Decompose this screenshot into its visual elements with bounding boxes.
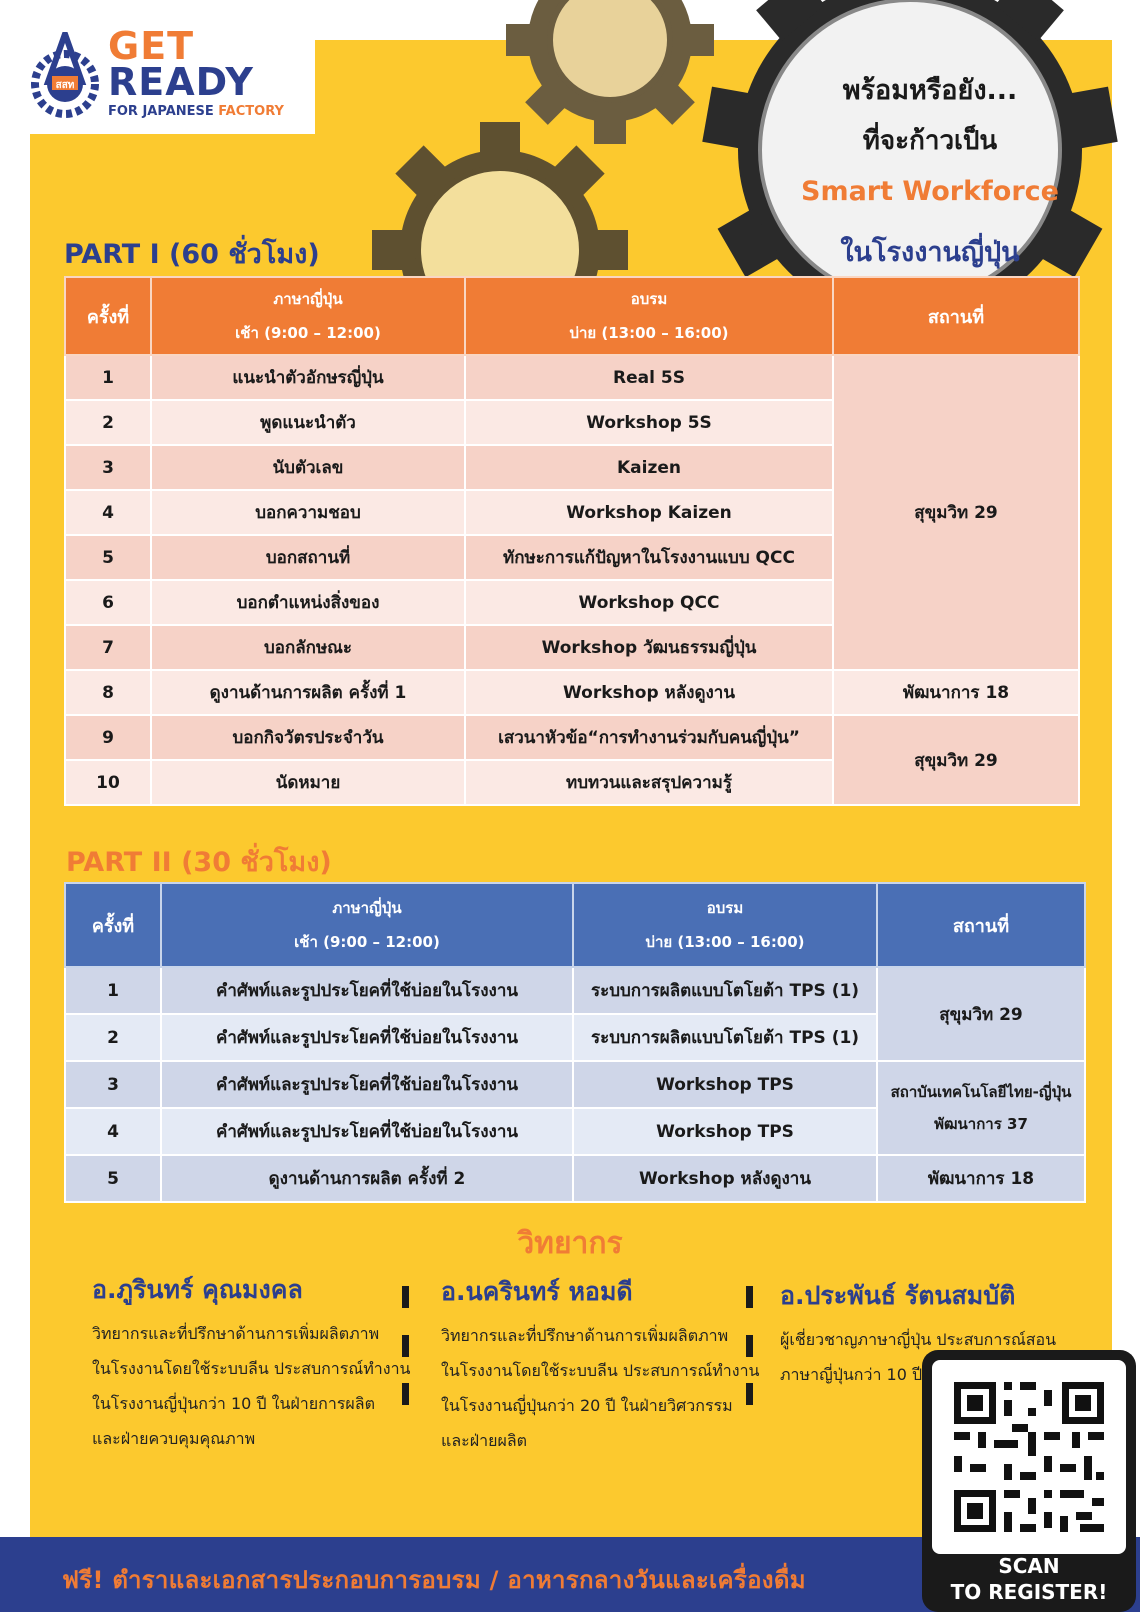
row-no: 7	[65, 625, 151, 670]
row-lang: นัดหมาย	[151, 760, 465, 805]
logo-sub-b: FACTORY	[218, 104, 284, 119]
table-row	[65, 715, 1079, 760]
row-no: 5	[65, 1155, 161, 1202]
row-no: 1	[65, 355, 151, 400]
row-lang: พูดแนะนำตัว	[151, 400, 465, 445]
row-no: 3	[65, 445, 151, 490]
row-train: เสวนาหัวข้อ“การทำงานร่วมกับคนญี่ปุ่น”	[465, 715, 833, 760]
speaker-2	[441, 1272, 759, 1458]
speaker-desc-line: ในโรงงานญี่ปุ่นกว่า 10 ปี ในฝ่ายการผลิต	[92, 1394, 375, 1413]
row-train: Workshop หลังดูงาน	[573, 1155, 877, 1202]
row-location	[877, 1061, 1085, 1155]
part1-table	[64, 276, 1080, 806]
logo-subtitle	[108, 104, 284, 119]
part1-header-lang-a: ภาษาญี่ปุ่น	[273, 290, 343, 308]
part1-header-no: ครั้งที่	[65, 277, 151, 355]
part2-header-row	[65, 883, 1085, 967]
row-lang: บอกสถานที่	[151, 535, 465, 580]
part1-title: PART I (60 ชั่วโมง)	[64, 239, 320, 270]
row-train: Workshop TPS	[573, 1061, 877, 1108]
qr-code-area	[932, 1360, 1126, 1554]
row-lang: บอกลักษณะ	[151, 625, 465, 670]
logo-ready: READY	[108, 60, 254, 104]
speaker-name: อ.ภูรินทร์ คุณมงคล	[92, 1275, 303, 1304]
part1-header-train-a: อบรม	[630, 290, 668, 308]
part1-header-lang-b: เช้า (9:00 – 12:00)	[235, 324, 381, 342]
part1-header-loc: สถานที่	[833, 277, 1079, 355]
speaker-1	[92, 1270, 410, 1456]
row-lang: บอกความชอบ	[151, 490, 465, 535]
part1-header-lang	[151, 277, 465, 355]
part1-header-train-b: บ่าย (13:00 – 16:00)	[569, 324, 729, 342]
row-no: 3	[65, 1061, 161, 1108]
footer-text: ฟรี! ตำราและเอกสารประกอบการอบรม / อาหารกลางวันและเครื่องดื่ม	[62, 1566, 806, 1594]
logo-sub-a: FOR JAPANESE	[108, 104, 214, 119]
row-train: ทักษะการแก้ปัญหาในโรงงานแบบ QCC	[465, 535, 833, 580]
row-lang: ดูงานด้านการผลิต ครั้งที่ 1	[151, 670, 465, 715]
row-location-a: สถาบันเทคโนโลยีไทย-ญี่ปุ่น	[890, 1083, 1072, 1101]
part2-header-loc: สถานที่	[877, 883, 1085, 967]
row-location: สุขุมวิท 29	[833, 715, 1079, 805]
row-train: Kaizen	[465, 445, 833, 490]
row-train: Workshop TPS	[573, 1108, 877, 1155]
speaker-desc-line: ในโรงงานญี่ปุ่นกว่า 20 ปี ในฝ่ายวิศวกรรม	[441, 1396, 733, 1415]
speaker-desc-line: ผู้เชี่ยวชาญภาษาญี่ปุ่น ประสบการณ์สอน	[780, 1330, 1057, 1349]
divider	[402, 1383, 409, 1405]
part1-header-row	[65, 277, 1079, 355]
part2-header-no: ครั้งที่	[65, 883, 161, 967]
qr-label-2: TO REGISTER!	[950, 1580, 1108, 1604]
row-lang: บอกตำแหน่งสิ่งของ	[151, 580, 465, 625]
row-lang: คำศัพท์และรูปประโยคที่ใช้บ่อยในโรงงาน	[161, 1061, 573, 1108]
row-no: 8	[65, 670, 151, 715]
row-no: 9	[65, 715, 151, 760]
part2-header-train-b: บ่าย (13:00 – 16:00)	[645, 933, 805, 951]
speaker-desc-line: และฝ่ายผลิต	[441, 1431, 528, 1450]
row-no: 4	[65, 490, 151, 535]
qr-code-icon	[932, 1360, 1126, 1554]
row-train: Workshop หลังดูงาน	[465, 670, 833, 715]
row-lang: นับตัวเลข	[151, 445, 465, 490]
logo-emblem-text: สสท	[55, 80, 75, 91]
row-no: 6	[65, 580, 151, 625]
slogan-line-1: พร้อมหรือยัง...	[842, 75, 1018, 106]
row-train: ทบทวนและสรุปความรู้	[465, 760, 833, 805]
row-no: 1	[65, 967, 161, 1014]
speaker-name: อ.นครินทร์ หอมดี	[441, 1277, 633, 1306]
table-row	[65, 1155, 1085, 1202]
part2-header-lang-b: เช้า (9:00 – 12:00)	[294, 933, 440, 951]
row-location: พัฒนาการ 18	[833, 670, 1079, 715]
row-lang: ดูงานด้านการผลิต ครั้งที่ 2	[161, 1155, 573, 1202]
small-gear-top	[506, 0, 714, 144]
table-row	[65, 355, 1079, 400]
speaker-desc	[441, 1318, 759, 1458]
row-lang: คำศัพท์และรูปประโยคที่ใช้บ่อยในโรงงาน	[161, 967, 573, 1014]
part2-title: PART II (30 ชั่วโมง)	[66, 847, 332, 878]
row-train: ระบบการผลิตแบบโตโยต้า TPS (1)	[573, 967, 877, 1014]
slogan-line-3: Smart Workforce	[801, 176, 1059, 207]
row-location: พัฒนาการ 18	[877, 1155, 1085, 1202]
qr-label-1: SCAN	[998, 1554, 1060, 1578]
row-train: Workshop Kaizen	[465, 490, 833, 535]
row-location: สุขุมวิท 29	[877, 967, 1085, 1061]
speaker-desc-line: ในโรงงานโดยใช้ระบบลีน ประสบการณ์ทำงาน	[441, 1361, 760, 1380]
row-lang: คำศัพท์และรูปประโยคที่ใช้บ่อยในโรงงาน	[161, 1014, 573, 1061]
row-location: สุขุมวิท 29	[833, 355, 1079, 670]
row-no: 2	[65, 1014, 161, 1061]
speaker-desc-line: และฝ่ายควบคุมคุณภาพ	[92, 1429, 256, 1448]
speaker-desc-line: วิทยากรและที่ปรึกษาด้านการเพิ่มผลิตภาพ	[92, 1324, 380, 1343]
speaker-desc-line: ในโรงงานโดยใช้ระบบลีน ประสบการณ์ทำงาน	[92, 1359, 411, 1378]
part2-table	[64, 882, 1086, 1203]
logo-emblem-icon	[30, 32, 100, 118]
part2-header-train-a: อบรม	[706, 899, 744, 917]
speaker-desc-line: วิทยากรและที่ปรึกษาด้านการเพิ่มผลิตภาพ	[441, 1326, 729, 1345]
divider	[402, 1335, 409, 1357]
row-no: 5	[65, 535, 151, 580]
part2-header-lang	[161, 883, 573, 967]
row-no: 4	[65, 1108, 161, 1155]
part2-header-lang-a: ภาษาญี่ปุ่น	[332, 899, 402, 917]
row-train: Workshop 5S	[465, 400, 833, 445]
slogan-line-4: ในโรงงานญี่ปุ่น	[840, 237, 1020, 268]
slogan-line-2: ที่จะก้าวเป็น	[862, 126, 998, 156]
row-no: 2	[65, 400, 151, 445]
row-location-b: พัฒนาการ 37	[934, 1115, 1028, 1133]
row-lang: บอกกิจวัตรประจำวัน	[151, 715, 465, 760]
row-lang: คำศัพท์และรูปประโยคที่ใช้บ่อยในโรงงาน	[161, 1108, 573, 1155]
table-row	[65, 670, 1079, 715]
divider	[402, 1286, 409, 1308]
row-train: Workshop QCC	[465, 580, 833, 625]
row-train: ระบบการผลิตแบบโตโยต้า TPS (1)	[573, 1014, 877, 1061]
row-lang: แนะนำตัวอักษรญี่ปุ่น	[151, 355, 465, 400]
row-train: Workshop วัฒนธรรมญี่ปุ่น	[465, 625, 833, 670]
speaker-name: อ.ประพันธ์ รัตนสมบัติ	[780, 1281, 1016, 1310]
row-train: Real 5S	[465, 355, 833, 400]
qr-panel[interactable]	[922, 1350, 1136, 1612]
speaker-desc-line: ภาษาญี่ปุ่นกว่า 10 ปี	[780, 1365, 923, 1384]
speakers-title: วิทยากร	[517, 1226, 623, 1261]
part1-header-train	[465, 277, 833, 355]
logo-get: GET	[108, 24, 195, 68]
table-row	[65, 1061, 1085, 1108]
row-no: 10	[65, 760, 151, 805]
table-row	[65, 967, 1085, 1014]
speaker-desc	[92, 1316, 410, 1456]
part2-header-train	[573, 883, 877, 967]
